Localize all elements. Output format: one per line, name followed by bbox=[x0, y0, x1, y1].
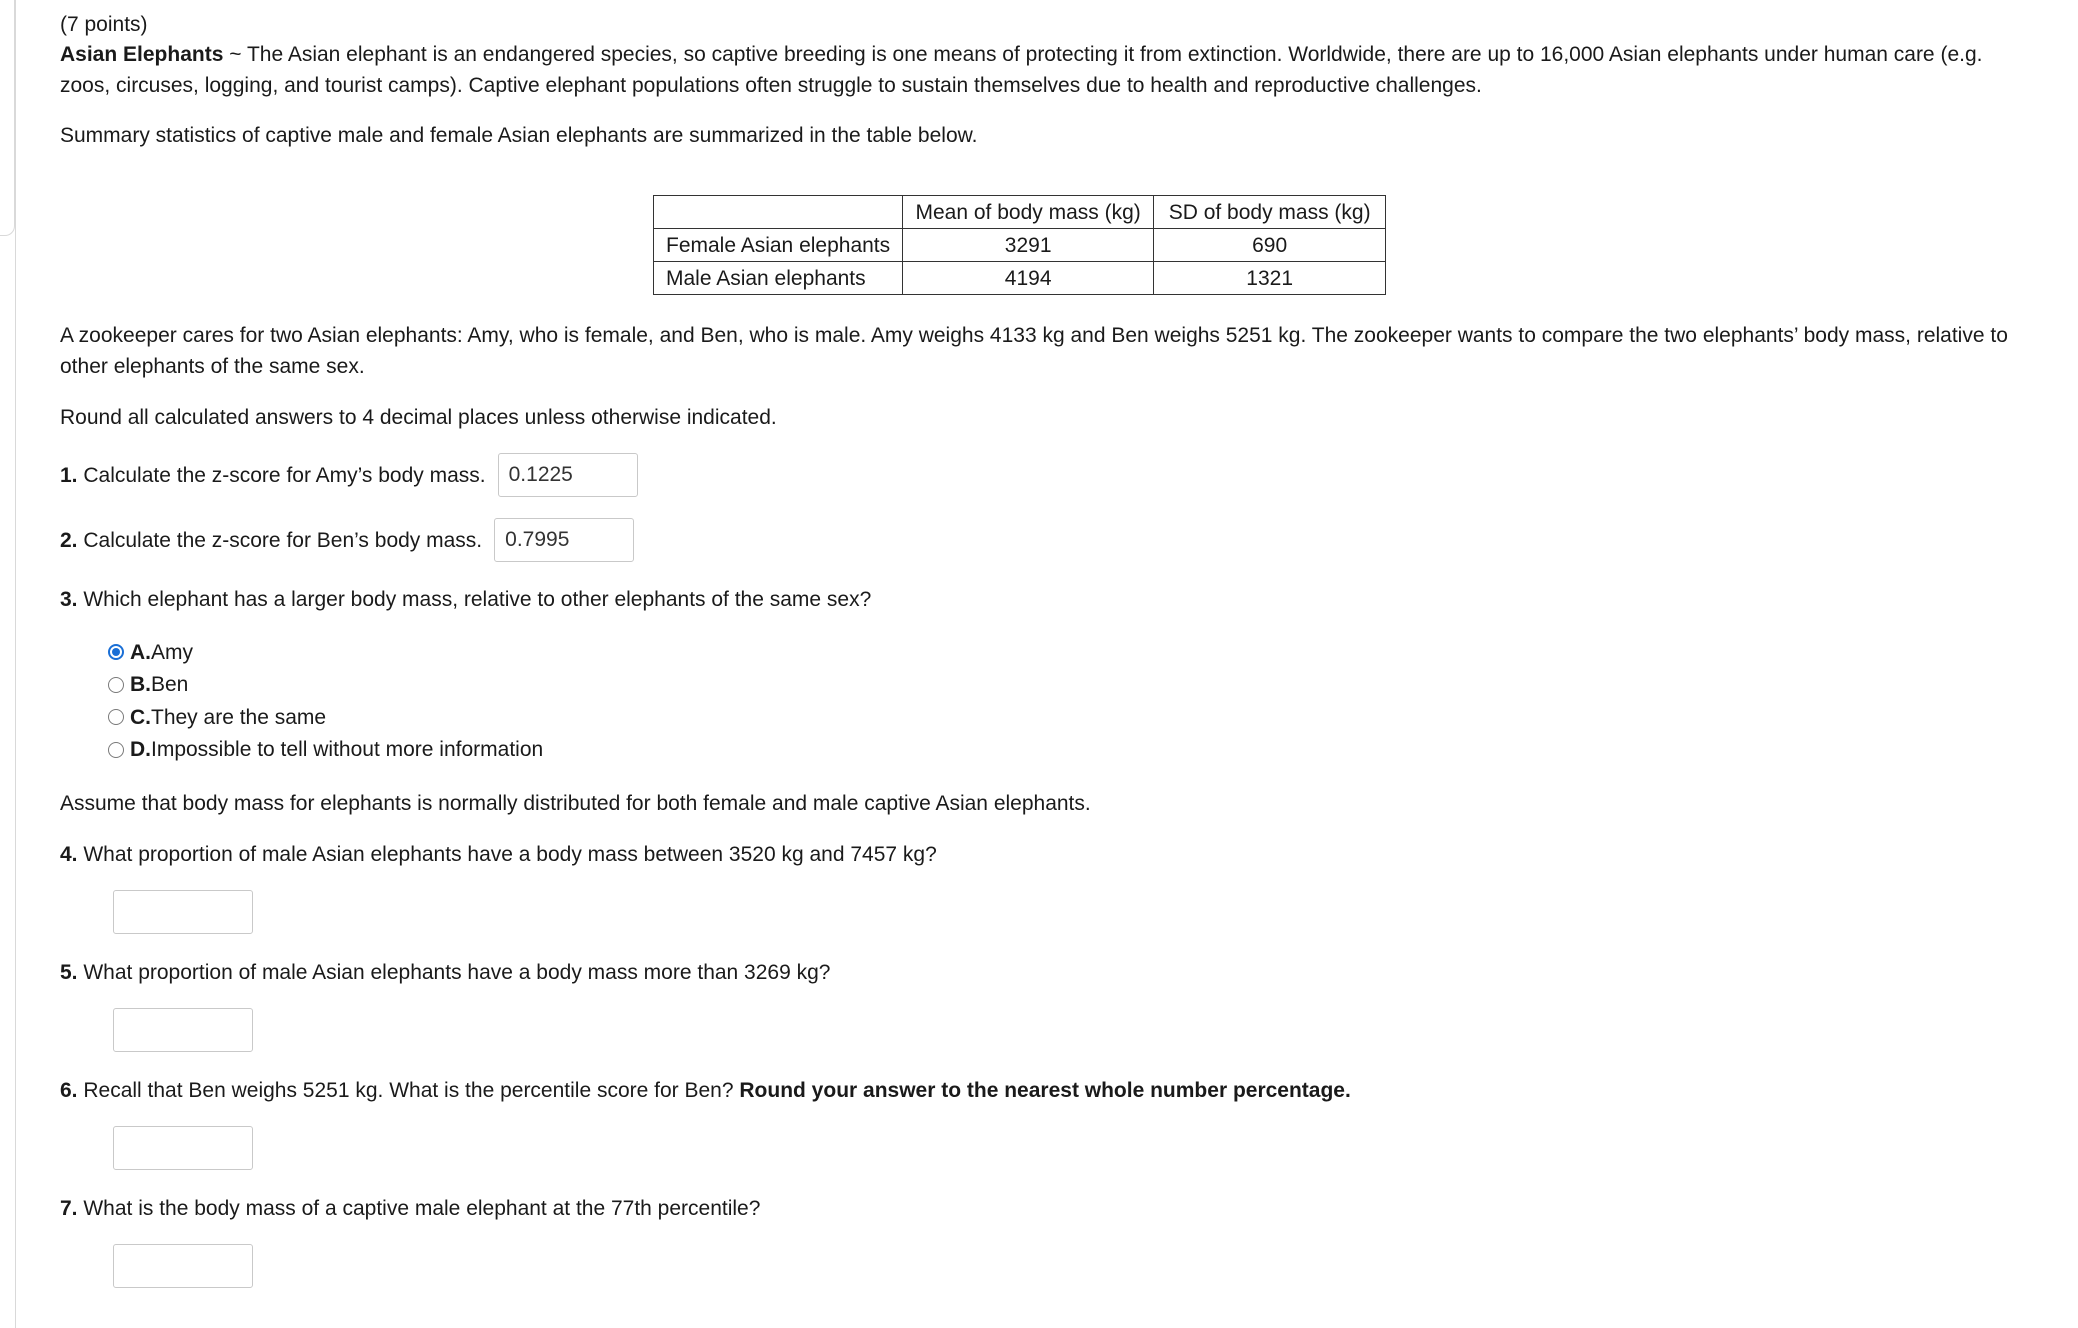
question-2-label bbox=[60, 525, 482, 556]
question-3-options bbox=[108, 636, 543, 766]
summary-line: Summary statistics of captive male and female Asian elephants are summarized in the table below. bbox=[60, 124, 978, 147]
question-7 bbox=[60, 1193, 760, 1224]
option-d-text: Impossible to tell without more information bbox=[151, 738, 544, 762]
question-5-text: What proportion of male Asian elephants have a body mass more than 3269 kg? bbox=[77, 961, 831, 984]
question-6 bbox=[60, 1075, 1351, 1106]
question-1-answer-input[interactable] bbox=[498, 453, 638, 497]
intro-text: The Asian elephant is an endangered species, so captive breeding is one means of protecting it from extinction. Worldwide, there are up to 16,000 Asian elephants under human care (e.g. zoos, circuses, logging, and tourist camps). Captive elephant populations often struggle to sustain themselves due to health and reproductive challenges. bbox=[60, 43, 1983, 97]
option-b[interactable] bbox=[108, 669, 543, 702]
option-b-text: Ben bbox=[151, 673, 189, 697]
normality-assumption: Assume that body mass for elephants is normally distributed for both female and male captive Asian elephants. bbox=[60, 792, 1091, 815]
question-5-number: 5. bbox=[60, 961, 78, 984]
left-panel-rule bbox=[15, 0, 16, 1328]
question-6-emphasis: Round your answer to the nearest whole number percentage. bbox=[739, 1079, 1351, 1102]
option-b-letter: B. bbox=[130, 673, 151, 697]
question-2-text: Calculate the z-score for Ben’s body mass. bbox=[77, 528, 483, 552]
question-7-answer-input[interactable] bbox=[113, 1244, 253, 1288]
question-2-answer-input[interactable] bbox=[494, 518, 634, 562]
table-cell-mean: 3291 bbox=[903, 229, 1154, 262]
question-3-text: Which elephant has a larger body mass, relative to other elephants of the same sex? bbox=[77, 588, 872, 611]
table-cell-sd: 690 bbox=[1154, 229, 1386, 262]
round-instruction: Round all calculated answers to 4 decimal places unless otherwise indicated. bbox=[60, 406, 777, 429]
table-header-mean: Mean of body mass (kg) bbox=[903, 196, 1154, 229]
question-2-number: 2. bbox=[60, 528, 78, 552]
table-header-blank bbox=[654, 196, 903, 229]
question-4-answer-input[interactable] bbox=[113, 890, 253, 934]
question-4-number: 4. bbox=[60, 843, 78, 866]
table-cell-sd: 1321 bbox=[1154, 262, 1386, 295]
radio-icon[interactable] bbox=[108, 677, 124, 693]
question-4 bbox=[60, 839, 937, 870]
question-2 bbox=[60, 518, 634, 562]
table-row bbox=[654, 262, 1386, 295]
question-6-text: Recall that Ben weighs 5251 kg. What is the percentile score for Ben? bbox=[77, 1079, 740, 1102]
option-a-letter: A. bbox=[130, 640, 151, 664]
table-header-row bbox=[654, 196, 1386, 229]
question-5 bbox=[60, 957, 830, 988]
table-row-label: Male Asian elephants bbox=[654, 262, 903, 295]
option-d[interactable] bbox=[108, 734, 543, 767]
question-4-text: What proportion of male Asian elephants have a body mass between 3520 kg and 7457 kg? bbox=[77, 843, 937, 866]
radio-icon[interactable] bbox=[108, 742, 124, 758]
question-1 bbox=[60, 453, 638, 497]
option-c-text: They are the same bbox=[151, 705, 327, 729]
question-6-answer-input[interactable] bbox=[113, 1126, 253, 1170]
option-d-letter: D. bbox=[130, 738, 151, 762]
option-c[interactable] bbox=[108, 701, 543, 734]
table-header-sd: SD of body mass (kg) bbox=[1154, 196, 1386, 229]
left-panel-edge bbox=[0, 0, 15, 236]
question-3-number: 3. bbox=[60, 588, 78, 611]
points-label: (7 points) bbox=[60, 13, 148, 36]
intro-separator: ~ bbox=[223, 43, 247, 66]
radio-icon[interactable] bbox=[108, 709, 124, 725]
question-1-text: Calculate the z-score for Amy’s body mass. bbox=[77, 463, 486, 487]
scenario-paragraph: A zookeeper cares for two Asian elephants: Amy, who is female, and Ben, who is male. Amy weighs 4133 kg and Ben weighs 5251 kg. The zookeeper wants to compare the two elephants’ body mass, relative to other elephants of the same sex. bbox=[60, 324, 2008, 378]
table-row bbox=[654, 229, 1386, 262]
question-1-label bbox=[60, 460, 486, 491]
radio-selected-icon[interactable] bbox=[108, 644, 124, 660]
option-c-letter: C. bbox=[130, 705, 151, 729]
option-a[interactable] bbox=[108, 636, 543, 669]
question-3 bbox=[60, 584, 871, 615]
table-row-label: Female Asian elephants bbox=[654, 229, 903, 262]
question-5-answer-input[interactable] bbox=[113, 1008, 253, 1052]
intro-title: Asian Elephants bbox=[60, 43, 224, 66]
question-6-number: 6. bbox=[60, 1079, 78, 1102]
option-a-text: Amy bbox=[151, 640, 193, 664]
question-7-number: 7. bbox=[60, 1197, 78, 1220]
question-7-text: What is the body mass of a captive male elephant at the 77th percentile? bbox=[77, 1197, 761, 1220]
question-1-number: 1. bbox=[60, 463, 78, 487]
summary-table bbox=[653, 195, 1386, 295]
table-cell-mean: 4194 bbox=[903, 262, 1154, 295]
intro-paragraph bbox=[60, 39, 2010, 101]
